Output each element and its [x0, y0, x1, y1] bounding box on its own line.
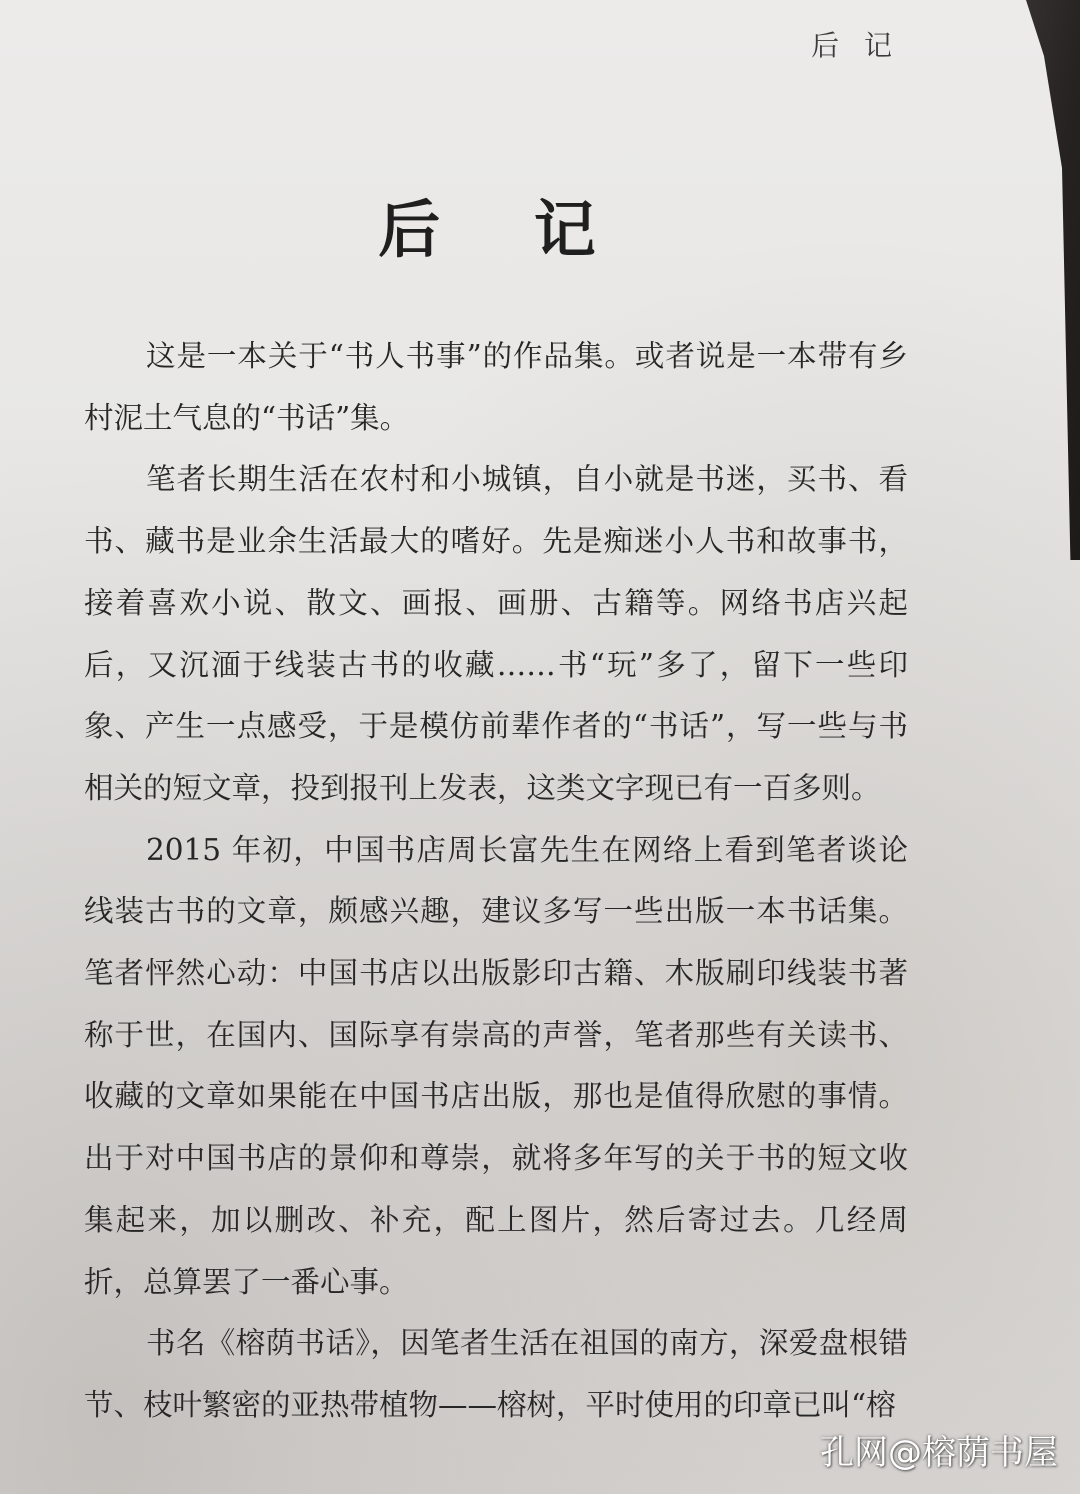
- page-title: 后 记: [378, 193, 632, 266]
- paragraph-4: 书名《榕荫书话》，因笔者生活在祖国的南方，深爱盘根错节、枝叶繁密的亚热带植物——榕树，平时使用的印章已叫“榕: [84, 1326, 908, 1422]
- running-head: 后 记: [811, 29, 900, 62]
- body-text: [84, 326, 908, 1437]
- book-spine-shadow: [960, 0, 1080, 560]
- paragraph-3: 2015 年初，中国书店周长富先生在网络上看到笔者谈论线装古书的文章，颇感兴趣，建议多写一些出版一本书话集。笔者怦然心动：中国书店以出版影印古籍、木版刷印线装书著称于世，在国内、国际享有崇高的声誉，笔者那些有关读书、收藏的文章如果能在中国书店出版，那也是值得欣慰的事情。出于对中国书店的景仰和尊崇，就将多年写的关于书的短文收集起来，加以删改、补充，配上图片，然后寄过去。几经周折，总算罢了一番心事。: [84, 832, 908, 1299]
- paragraph-2: 笔者长期生活在农村和小城镇，自小就是书迷，买书、看书、藏书是业余生活最大的嗜好。先是痴迷小人书和故事书，接着喜欢小说、散文、画报、画册、古籍等。网络书店兴起后，又沉湎于线装古书的收藏……书“玩”多了，留下一些印象、产生一点感受，于是模仿前辈作者的“书话”，写一些与书相关的短文章，投到报刊上发表，这类文字现已有一百多则。: [84, 462, 908, 805]
- paragraph-1: 这是一本关于“书人书事”的作品集。或者说是一本带有乡村泥土气息的“书话”集。: [84, 339, 908, 435]
- watermark: 孔网@榕荫书屋: [820, 1433, 1058, 1473]
